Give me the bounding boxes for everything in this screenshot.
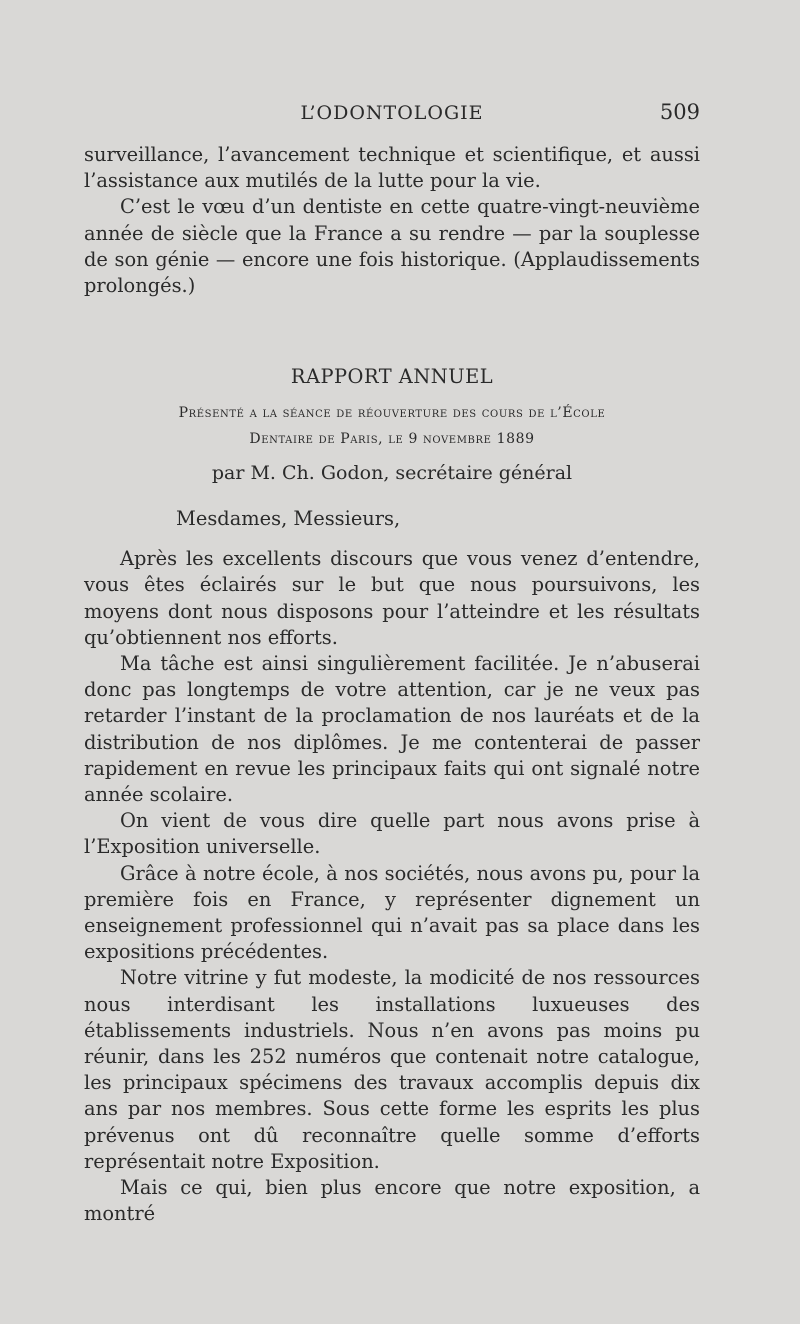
report-body	[84, 506, 700, 1227]
body-paragraph: Mais ce qui, bien plus encore que notre exposition, a montré	[84, 1176, 700, 1226]
body-paragraph: Notre vitrine y fut modeste, la modicité de nos ressources nous interdisant les installations luxueuses des établissements industriels. Nous n’en avons pas moins pu réunir, dans les 252 numéros que contenait notre catalogue, les principaux spécimens des travaux accomplis depuis dix ans par nos membres. Sous cette forme les esprits les plus prévenus ont dû reconnaître quelle somme d’efforts représentait notre Exposition.	[84, 966, 700, 1173]
body-paragraph: Grâce à notre école, à nos sociétés, nous avons pu, pour la première fois en France, y représenter dignement un enseignement professionnel qui n’avait pas sa place dans les expositions précédentes.	[84, 861, 700, 964]
intro-paragraph: C’est le vœu d’un dentiste en cette quatre-vingt-neuvième année de siècle que la France a su rendre — par la souplesse de son génie — encore une fois historique. (Applaudissements prolongés.)	[84, 195, 700, 298]
intro-text	[84, 142, 700, 299]
report-title: RAPPORT ANNUEL	[290, 365, 494, 388]
report-heading	[84, 365, 700, 484]
report-subtitle-line-1: Présenté a la séance de réouverture des cours de l’École	[178, 405, 606, 421]
intro-paragraph-continued: surveillance, l’avancement technique et scientifique, et aussi l’assistance aux mutilés de la lutte pour la vie.	[84, 143, 700, 193]
salutation: Mesdames, Messieurs,	[176, 507, 401, 530]
report-subtitle-line-2: Dentaire de Paris, le 9 novembre 1889	[249, 431, 535, 447]
body-paragraph: On vient de vous dire quelle part nous avons prise à l’Exposition universelle.	[84, 809, 700, 859]
body-paragraph: Après les excellents discours que vous venez d’entendre, vous êtes éclairés sur le but que nous poursuivons, les moyens dont nous disposons pour l’atteindre et les résultats qu’obtiennent nos efforts.	[84, 547, 700, 649]
report-subtitle	[84, 400, 700, 452]
page-number: 509	[659, 100, 700, 124]
body-paragraph: Ma tâche est ainsi singulièrement facilitée. Je n’abuserai donc pas longtemps de votre attention, car je ne veux pas retarder l’instant de la proclamation de nos lauréats et de la distribution de nos diplômes. Je me contenterai de passer rapidement en revue les principaux faits qui ont signalé notre année scolaire.	[84, 652, 700, 807]
running-head	[84, 100, 700, 130]
report-author: par M. Ch. Godon, secrétaire général	[211, 462, 573, 484]
running-title: L’ODONTOLOGIE	[300, 102, 484, 124]
